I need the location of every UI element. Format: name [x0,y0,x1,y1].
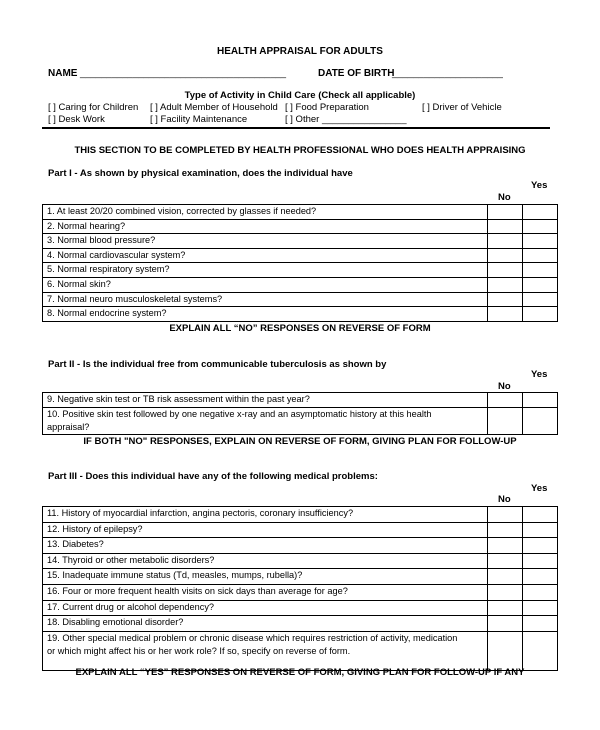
table-row [43,219,558,234]
answer-yes-cell[interactable] [523,569,558,585]
activity-checkbox-household[interactable]: [ ] Adult Member of Household [150,102,278,113]
activity-checkbox-other[interactable]: [ ] Other ________________ [285,114,407,125]
answer-yes-cell[interactable] [523,393,558,408]
table-row [43,263,558,278]
part-3-table [42,506,558,671]
answer-no-cell[interactable] [488,205,523,220]
table-row [43,307,558,322]
answer-yes-cell[interactable] [523,631,558,670]
answer-no-cell[interactable] [488,600,523,616]
answer-no-cell[interactable] [488,522,523,538]
question-13: 13. Diabetes? [43,538,488,554]
question-1: 1. At least 20/20 combined vision, corrected by glasses if needed? [43,205,488,220]
answer-yes-cell[interactable] [523,307,558,322]
question-18: 18. Disabling emotional disorder? [43,616,488,632]
question-4: 4. Normal cardiovascular system? [43,248,488,263]
name-label: NAME [48,68,78,79]
answer-yes-cell[interactable] [523,234,558,249]
table-row [43,407,558,434]
answer-yes-cell[interactable] [523,538,558,554]
question-17: 17. Current drug or alcohol dependency? [43,600,488,616]
question-7: 7. Normal neuro musculoskeletal systems? [43,292,488,307]
answer-yes-cell[interactable] [523,263,558,278]
question-12: 12. History of epilepsy? [43,522,488,538]
table-row [43,584,558,600]
question-3: 3. Normal blood pressure? [43,234,488,249]
answer-yes-cell[interactable] [523,553,558,569]
part-2-yes-header: Yes [531,369,548,380]
part-1-title: Part I - As shown by physical examination, does the individual have [48,168,353,179]
answer-no-cell[interactable] [488,292,523,307]
part-3-yes-header: Yes [531,483,548,494]
answer-no-cell[interactable] [488,219,523,234]
answer-no-cell[interactable] [488,277,523,292]
question-9: 9. Negative skin test or TB risk assessment within the past year? [43,393,488,408]
table-row [43,205,558,220]
answer-yes-cell[interactable] [523,507,558,523]
part-2-table [42,392,558,435]
question-6: 6. Normal skin? [43,277,488,292]
table-row [43,600,558,616]
table-row [43,553,558,569]
answer-no-cell[interactable] [488,393,523,408]
answer-yes-cell[interactable] [523,292,558,307]
table-row [43,292,558,307]
part-2-no-header: No [498,381,511,392]
answer-no-cell[interactable] [488,553,523,569]
activity-checkbox-facility[interactable]: [ ] Facility Maintenance [150,114,248,125]
question-10: 10. Positive skin test followed by one negative x-ray and an asymptomatic history at this health appraisal? [43,407,488,434]
table-row [43,277,558,292]
answer-no-cell[interactable] [488,507,523,523]
question-2: 2. Normal hearing? [43,219,488,234]
question-5: 5. Normal respiratory system? [43,263,488,278]
answer-no-cell[interactable] [488,616,523,632]
table-row [43,631,558,670]
answer-yes-cell[interactable] [523,248,558,263]
answer-no-cell[interactable] [488,407,523,434]
table-row [43,538,558,554]
answer-yes-cell[interactable] [523,205,558,220]
answer-no-cell[interactable] [488,234,523,249]
answer-yes-cell[interactable] [523,584,558,600]
name-field-line[interactable]: _______________________________________ [80,68,287,79]
answer-no-cell[interactable] [488,584,523,600]
answer-yes-cell[interactable] [523,407,558,434]
table-row [43,616,558,632]
form-title: HEALTH APPRAISAL FOR ADULTS [217,46,383,57]
activity-checkbox-desk[interactable]: [ ] Desk Work [48,114,105,125]
answer-no-cell[interactable] [488,248,523,263]
dob-label: DATE OF BIRTH [318,68,395,79]
table-row [43,393,558,408]
activity-checkbox-food[interactable]: [ ] Food Preparation [285,102,369,113]
part-3-title: Part III - Does this individual have any of the following medical problems: [48,471,378,482]
activity-checkbox-caring[interactable]: [ ] Caring for Children [48,102,139,113]
table-row [43,507,558,523]
part-1-table [42,204,558,322]
table-row [43,234,558,249]
part-3-no-header: No [498,494,511,505]
answer-yes-cell[interactable] [523,616,558,632]
part-1-no-header: No [498,192,511,203]
activity-heading: Type of Activity in Child Care (Check all applicable) [184,90,416,101]
question-8: 8. Normal endocrine system? [43,307,488,322]
table-row [43,522,558,538]
table-row [43,569,558,585]
header-divider [42,127,550,129]
answer-no-cell[interactable] [488,569,523,585]
dob-field-line[interactable]: _____________________ [392,68,503,79]
answer-no-cell[interactable] [488,263,523,278]
part-1-yes-header: Yes [531,180,548,191]
answer-yes-cell[interactable] [523,277,558,292]
answer-yes-cell[interactable] [523,219,558,234]
part-2-footer: IF BOTH "NO" RESPONSES, EXPLAIN ON REVERSE OF FORM, GIVING PLAN FOR FOLLOW-UP [83,436,517,447]
answer-yes-cell[interactable] [523,600,558,616]
answer-no-cell[interactable] [488,307,523,322]
activity-checkbox-driver[interactable]: [ ] Driver of Vehicle [422,102,502,113]
question-14: 14. Thyroid or other metabolic disorders? [43,553,488,569]
part-1-footer: EXPLAIN ALL “NO” RESPONSES ON REVERSE OF FORM [169,323,431,334]
question-11: 11. History of myocardial infarction, angina pectoris, coronary insufficiency? [43,507,488,523]
question-19: 19. Other special medical problem or chronic disease which requires restriction of activity, medication or which might affect his or her work role? If so, specify on reverse of form. [43,631,488,670]
answer-no-cell[interactable] [488,538,523,554]
question-16: 16. Four or more frequent health visits on sick days than average for age? [43,584,488,600]
table-row [43,248,558,263]
part-2-title: Part II - Is the individual free from communicable tuberculosis as shown by [48,359,387,370]
answer-no-cell[interactable] [488,631,523,670]
question-15: 15. Inadequate immune status (Td, measles, mumps, rubella)? [43,569,488,585]
part-3-footer: EXPLAIN ALL “YES” RESPONSES ON REVERSE OF FORM, GIVING PLAN FOR FOLLOW-UP IF ANY [75,667,525,678]
section-heading: THIS SECTION TO BE COMPLETED BY HEALTH PROFESSIONAL WHO DOES HEALTH APPRAISING [74,145,526,156]
answer-yes-cell[interactable] [523,522,558,538]
